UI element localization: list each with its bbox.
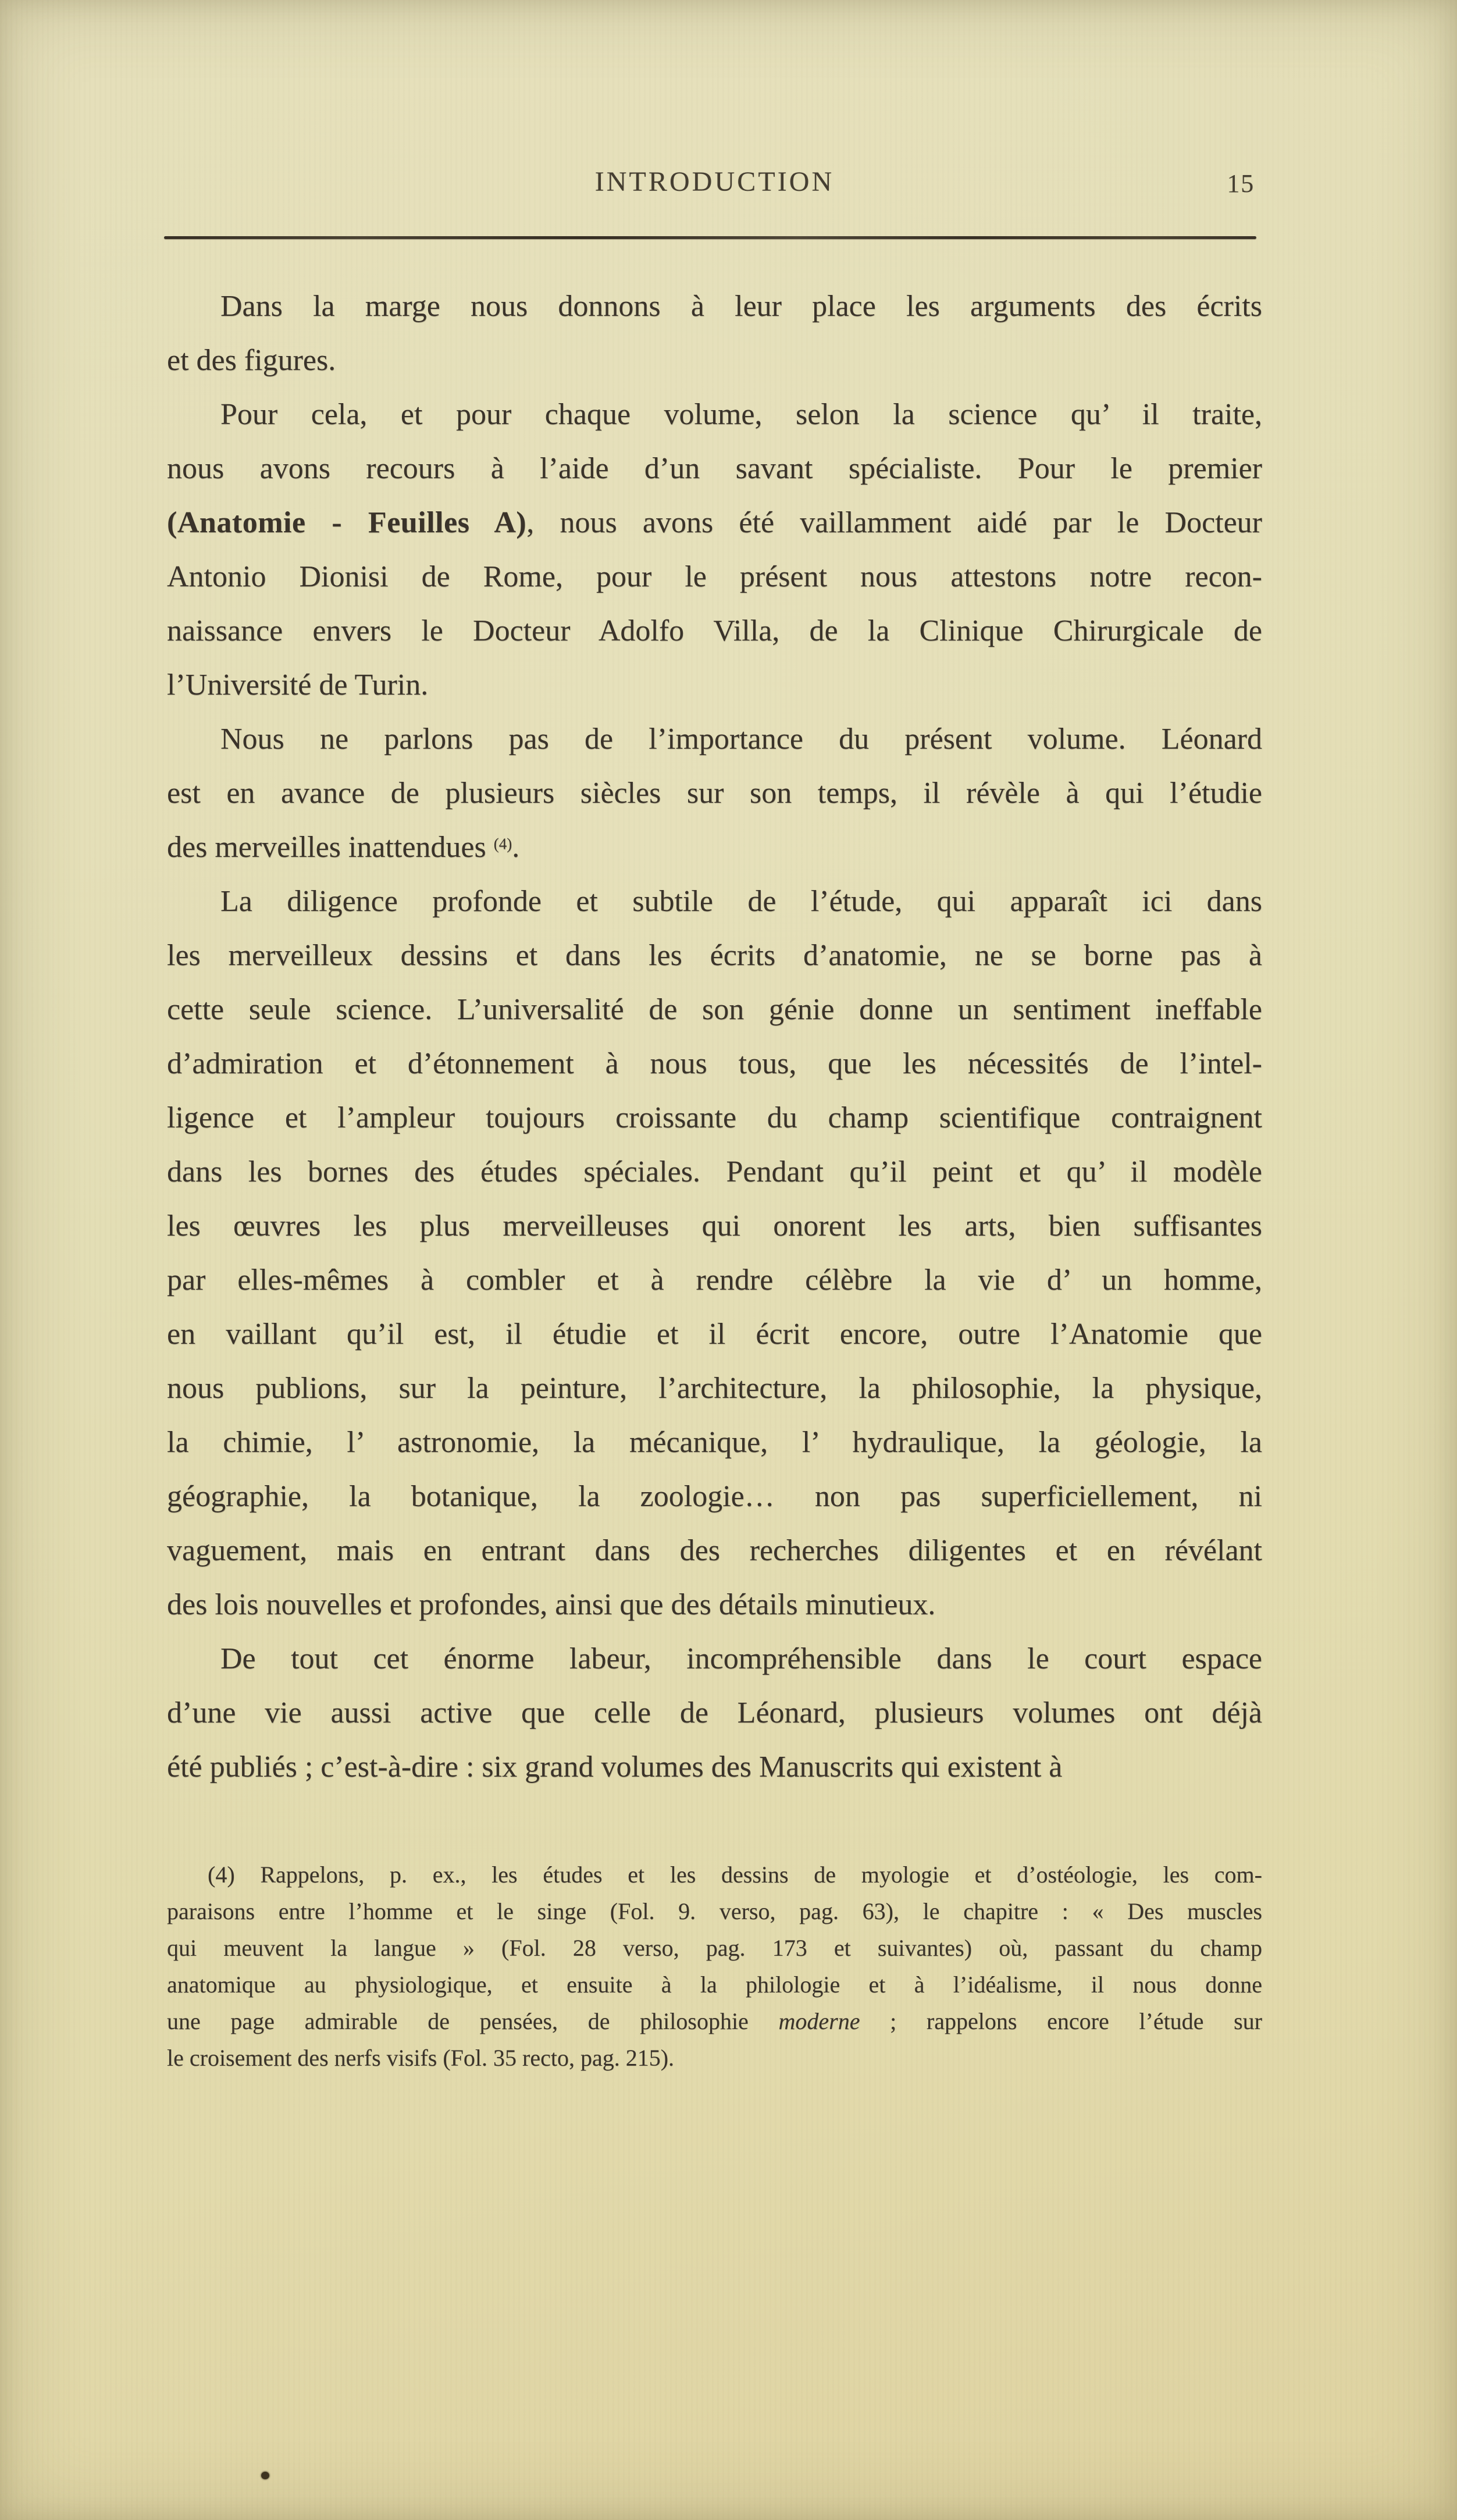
text-line [167, 1253, 1262, 1307]
text-line [167, 1415, 1262, 1469]
text-line [167, 1199, 1262, 1253]
page-header-title: INTRODUCTION [594, 166, 835, 197]
text-segment: Dans la marge nous donnons à leur place les arguments des écrits [220, 290, 1262, 323]
text-segment: par elles-mêmes à combler et à rendre célèbre la vie d’ un homme, [167, 1263, 1262, 1297]
ink-speck [261, 2472, 269, 2479]
text-segment: nous avons recours à l’aide d’un savant spécialiste. Pour le premier [167, 452, 1262, 485]
text-segment: Antonio Dionisi de Rome, pour le présent nous attestons notre recon- [167, 560, 1262, 593]
text-segment: cette seule science. L’universalité de son génie donne un sentiment ineffable [167, 993, 1262, 1026]
text-segment: moderne [778, 2008, 860, 2034]
text-segment: ; rappelons encore l’étude sur [860, 2008, 1262, 2034]
text-segment: nous publions, sur la peinture, l’architecture, la philosophie, la physique, [167, 1372, 1262, 1405]
text-line [167, 1632, 1262, 1686]
text-segment: des lois nouvelles et profondes, ainsi que des détails minutieux. [167, 1588, 936, 1621]
paragraph [167, 712, 1262, 874]
text-line [167, 1686, 1262, 1740]
text-segment: les merveilleux dessins et dans les écrits d’anatomie, ne se borne pas à [167, 939, 1262, 972]
text-line [167, 1145, 1262, 1199]
footnote [167, 1856, 1262, 2076]
text-segment: , nous avons été vaillamment aidé par le Docteur [526, 506, 1262, 539]
text-segment: d’une vie aussi active que celle de Léonard, plusieurs volumes ont déjà [167, 1696, 1262, 1729]
text-line [167, 604, 1262, 658]
text-line [167, 550, 1262, 604]
text-line [167, 2003, 1262, 2040]
text-segment: (4) Rappelons, p. ex., les études et les dessins de myologie et d’ostéologie, les com- [208, 1861, 1262, 1888]
text-segment: Nous ne parlons pas de l’importance du présent volume. Léonard [220, 722, 1262, 756]
text-segment: l’Université de Turin. [167, 668, 429, 702]
text-segment: anatomique au physiologique, et ensuite à la philologie et à l’idéalisme, il nous donne [167, 1971, 1262, 1998]
text-segment: (Anatomie - Feuilles A) [167, 506, 527, 539]
text-segment: qui meuvent la langue » (Fol. 28 verso, pag. 173 et suivantes) où, passant du champ [167, 1935, 1262, 1961]
main-text [167, 279, 1262, 1794]
text-segment: La diligence profonde et subtile de l’étude, qui apparaît ici dans [220, 885, 1262, 918]
header-rule [164, 236, 1256, 239]
text-segment: ligence et l’ampleur toujours croissante du champ scientifique contraignent [167, 1101, 1262, 1134]
text-segment: d’admiration et d’étonnement à nous tous, que les nécessités de l’intel- [167, 1047, 1262, 1080]
text-line [167, 983, 1262, 1037]
text-line [167, 1740, 1262, 1794]
text-segment: naissance envers le Docteur Adolfo Villa, de la Clinique Chirurgicale de [167, 614, 1262, 647]
text-line [167, 1469, 1262, 1524]
text-segment: les œuvres les plus merveilleuses qui onorent les arts, bien suffisantes [167, 1209, 1262, 1243]
text-line [167, 1930, 1262, 1966]
text-line [167, 496, 1262, 550]
text-line [167, 1307, 1262, 1361]
text-line [167, 712, 1262, 766]
text-line [167, 2040, 1262, 2076]
text-segment: est en avance de plusieurs siècles sur son temps, il révèle à qui l’étudie [167, 777, 1262, 810]
text-line [167, 820, 1262, 874]
text-segment: en vaillant qu’il est, il étudie et il écrit encore, outre l’Anatomie que [167, 1318, 1262, 1351]
text-segment: le croisement des nerfs visifs (Fol. 35 recto, pag. 215). [167, 2045, 675, 2071]
text-segment: vaguement, mais en entrant dans des recherches diligentes et en révélant [167, 1534, 1262, 1567]
text-line [167, 1037, 1262, 1091]
text-segment: Pour cela, et pour chaque volume, selon la science qu’ il traite, [220, 398, 1262, 431]
paragraph [167, 387, 1262, 712]
text-segment: géographie, la botanique, la zoologie… non pas superficiellement, ni [167, 1480, 1262, 1513]
text-line [167, 874, 1262, 928]
text-segment: des merveilles inattendues [167, 831, 494, 864]
footnote-reference: (4) [493, 835, 512, 853]
text-line [167, 387, 1262, 442]
text-line [167, 279, 1262, 333]
text-line [167, 658, 1262, 712]
text-line [167, 766, 1262, 820]
text-line [167, 1091, 1262, 1145]
text-line [167, 1856, 1262, 1893]
text-segment: dans les bornes des études spéciales. Pendant qu’il peint et qu’ il modèle [167, 1155, 1262, 1188]
text-segment: été publiés ; c’est-à-dire : six grand volumes des Manuscrits qui existent à [167, 1750, 1063, 1784]
text-line [167, 1578, 1262, 1632]
paragraph [167, 1632, 1262, 1794]
text-segment: De tout cet énorme labeur, incompréhensible dans le court espace [220, 1642, 1262, 1675]
text-line [167, 1361, 1262, 1415]
text-line [167, 333, 1262, 387]
text-line [167, 1966, 1262, 2003]
paragraph [167, 279, 1262, 387]
text-segment: la chimie, l’ astronomie, la mécanique, l’ hydraulique, la géologie, la [167, 1426, 1262, 1459]
text-segment: et des figures. [167, 344, 336, 377]
text-line [167, 442, 1262, 496]
text-segment: . [512, 831, 520, 864]
text-line [167, 1524, 1262, 1578]
text-segment: paraisons entre l’homme et le singe (Fol. 9. verso, pag. 63), le chapitre : « Des muscles [167, 1898, 1262, 1924]
text-segment: une page admirable de pensées, de philosophie [167, 2008, 779, 2034]
text-line [167, 1893, 1262, 1930]
paragraph [167, 1856, 1262, 2076]
paragraph [167, 874, 1262, 1632]
page-number: 15 [1227, 169, 1255, 198]
text-line [167, 928, 1262, 983]
